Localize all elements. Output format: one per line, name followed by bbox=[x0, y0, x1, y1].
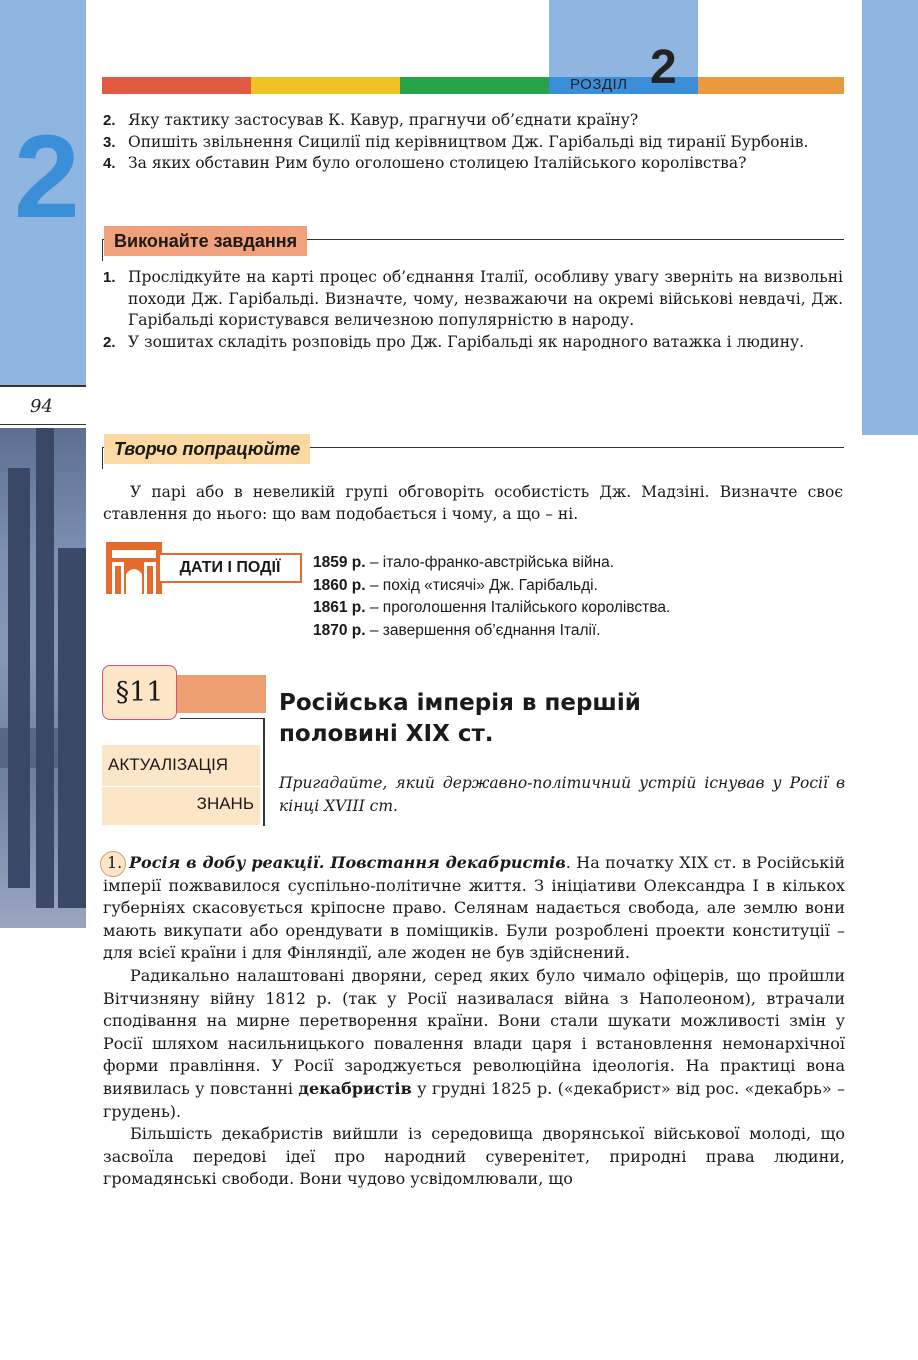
actualization-label-1: АКТУАЛІЗАЦІЯ bbox=[108, 755, 229, 774]
arch-icon bbox=[104, 540, 164, 596]
margin-chapter-number: 2 bbox=[14, 111, 80, 243]
actualization-label-2: ЗНАНЬ bbox=[196, 794, 254, 813]
list-item: 2. У зошитах складіть розповідь про Дж. Гарібальді як народного ватажка і людину. bbox=[103, 332, 805, 351]
actualization-box bbox=[102, 745, 260, 825]
color-segment bbox=[102, 77, 251, 94]
margin-engraving-image bbox=[0, 428, 86, 928]
chapter-label: РОЗДІЛ bbox=[570, 76, 628, 93]
header-color-bar bbox=[102, 77, 844, 94]
list-item: 4. За яких обставин Рим було оголошено столицею Італійського королівства? bbox=[103, 154, 747, 172]
dates-list bbox=[313, 552, 670, 642]
creative-heading: Творчо попрацюйте bbox=[104, 434, 310, 464]
actualization-divider bbox=[102, 786, 260, 787]
color-segment bbox=[400, 77, 549, 94]
point-number: 1. bbox=[107, 853, 123, 872]
tasks-heading: Виконайте завдання bbox=[104, 226, 307, 256]
body-paragraph: 1. Росія в добу реакції. Повстання декабристів. На початку XIX ст. в Російській імперії пожвавилося суспільно-політичне життя. З ініціативи Олександра I в кількох губерніях скасовується кріпосне право. Селянам надається свобода, але землю вони мають викупати або орендувати в поміщиків. Були розроблені проекти конституції – для всієї країни і для Фінляндії, але жоден не був здійснений. bbox=[103, 853, 845, 963]
page-number: 94 bbox=[30, 396, 53, 417]
right-margin-band bbox=[862, 0, 918, 435]
section-title: Російська імперія в першій половині XIX ст. bbox=[279, 690, 641, 747]
section-rule bbox=[180, 718, 265, 719]
section-number-stripe bbox=[176, 675, 266, 713]
tasks-list bbox=[103, 267, 843, 353]
body-paragraph: Радикально налаштовані дворяни, серед яких було чимало офіцерів, що пройшли Вітчизняну війну 1812 р. (так у Росії називалася війна з Наполеоном), втрачали сподівання на мирне перетворення країни. Вони стали шукати можливості змін у Росії шляхом насильницького повалення влади царя і встановлення немонархічної форми правління. У Росії зароджується революційна ідеологія. На практиці вона виявилась у повстанні декабристів у грудні 1825 р. («декабрист» від рос. «декабрь» – грудень). bbox=[103, 965, 845, 1121]
section-rule-tick bbox=[102, 239, 103, 261]
list-item: 1870 р. – завершення об’єднання Італії. bbox=[313, 621, 601, 639]
list-item: 2. Яку тактику застосував К. Кавур, прагнучи об’єднати країну? bbox=[103, 111, 639, 129]
recall-question: Пригадайте, який державно-політичний устрій існував у Росії в кінці XVIII ст. bbox=[279, 774, 845, 815]
body-text bbox=[103, 852, 845, 1191]
point-title: Росія в добу реакції. Повстання декабристів bbox=[129, 853, 566, 872]
section-rule-vertical bbox=[263, 718, 265, 826]
list-item: 1859 р. – італо-франко-австрійська війна. bbox=[313, 554, 615, 571]
page-number-rule-bottom bbox=[0, 424, 86, 425]
color-segment bbox=[698, 77, 844, 94]
section-rule-tick bbox=[102, 447, 103, 469]
body-paragraph: Більшість декабристів вийшли із середовища дворянської військової молоді, що засвоїла передові ідеї про народний суверенітет, природні права людини, громадянські свободи. Вони чудово усвідомлювали, що bbox=[103, 1124, 845, 1189]
section-number: §11 bbox=[102, 665, 177, 720]
page-number-rule bbox=[0, 385, 86, 387]
color-segment bbox=[251, 77, 400, 94]
creative-text: У парі або в невеликій групі обговоріть особистість Дж. Мадзіні. Визначте своє ставлення до нього: що вам подобається і чому, а що – ні. bbox=[103, 483, 843, 523]
dates-label: ДАТИ І ПОДІЇ bbox=[158, 553, 302, 583]
review-questions bbox=[103, 110, 843, 175]
chapter-number: 2 bbox=[650, 41, 677, 94]
list-item: 1860 р. – похід «тисячі» Дж. Гарібальді. bbox=[313, 576, 598, 594]
list-item: 1861 р. – проголошення Італійського королівства. bbox=[313, 599, 671, 616]
list-item: 3. Опишіть звільнення Сицилії під керівництвом Дж. Гарібальді від тиранії Бурбонів. bbox=[103, 132, 809, 151]
list-item: 1. Прослідкуйте на карті процес об’єднання Італії, особливу увагу зверніть на визвольні походи Дж. Гарібальді. Визначте, чому, незважаючи на окремі військові невдачі, Дж. Гарібальді користувався величезною популярністю в народу. bbox=[103, 268, 843, 329]
